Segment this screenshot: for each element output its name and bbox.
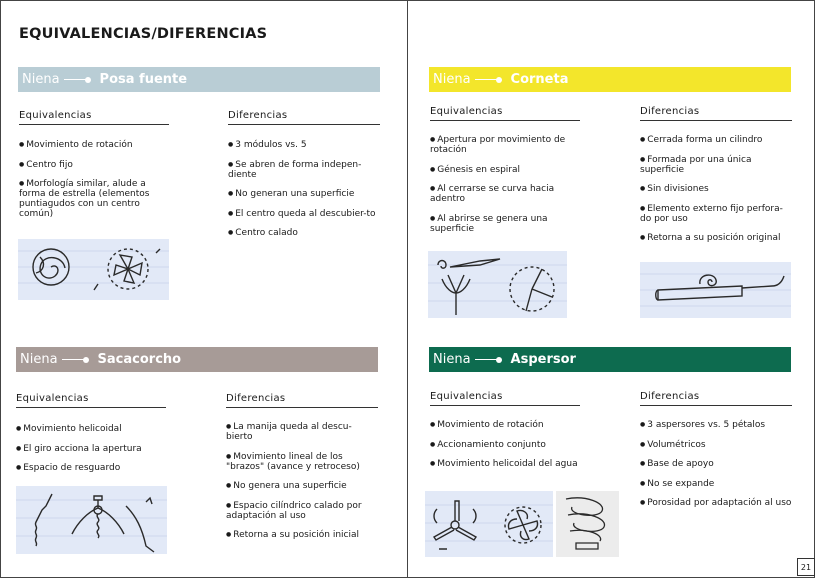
connector-line	[475, 359, 499, 360]
page-divider	[407, 0, 408, 578]
list-item: ● Movimiento de rotación	[430, 420, 580, 430]
list-item: ● Centro fijo	[19, 160, 169, 170]
section-label: Niena	[22, 72, 60, 87]
list-item: ● Espacio de resguardo	[16, 463, 166, 473]
list-item: ● Formada por una única superficie	[640, 155, 790, 175]
list-item: ● No se expande	[640, 479, 792, 489]
section-bar-posa-fuente	[18, 67, 380, 92]
diff-heading: Diferencias	[640, 106, 792, 121]
list-item: ● Base de apoyo	[640, 459, 792, 469]
sketch-corneta-right	[640, 262, 791, 318]
section-label: Niena	[433, 72, 471, 87]
list-item: ● El giro acciona la apertura	[16, 444, 166, 454]
equiv-heading: Equivalencias	[16, 393, 166, 408]
list-item: ● 3 módulos vs. 5	[228, 140, 378, 150]
list-item: ● Retorna a su posición inicial	[226, 530, 378, 540]
section-bar-corneta	[429, 67, 791, 92]
diff-heading: Diferencias	[640, 391, 792, 406]
section-name: Corneta	[510, 72, 569, 87]
diff-list	[228, 140, 378, 248]
list-item: ● Movimiento helicoidal	[16, 424, 166, 434]
equiv-heading: Equivalencias	[430, 106, 580, 121]
list-item: ● Movimiento helicoidal del agua	[430, 459, 580, 469]
section-name: Aspersor	[510, 352, 576, 367]
equiv-heading: Equivalencias	[19, 110, 169, 125]
equiv-heading: Equivalencias	[430, 391, 580, 406]
section-name: Sacacorcho	[97, 352, 182, 367]
list-item: ● Génesis en espiral	[430, 165, 580, 175]
list-item: ● Cerrada forma un cilindro	[640, 135, 790, 145]
list-item: ● Volumétricos	[640, 440, 792, 450]
diff-heading: Diferencias	[226, 393, 378, 408]
list-item: ● El centro queda al descubier-to	[228, 209, 378, 219]
list-item: ● La manija queda al descu-bierto	[226, 422, 378, 442]
list-item: ● Al abrirse se genera una superficie	[430, 214, 580, 234]
diff-heading: Diferencias	[228, 110, 380, 125]
sketch-aspersor-right	[556, 491, 619, 557]
list-item: ● Centro calado	[228, 228, 378, 238]
sketch-aspersor-left	[425, 491, 553, 557]
list-item: ● Retorna a su posición original	[640, 233, 790, 243]
list-item: ● No generan una superficie	[228, 189, 378, 199]
list-item: ● No genera una superficie	[226, 481, 378, 491]
list-item: ● Al cerrarse se curva hacia adentro	[430, 184, 580, 204]
list-item: ● Se abren de forma indepen-diente	[228, 160, 378, 180]
section-label: Niena	[433, 352, 471, 367]
equiv-list	[430, 420, 580, 479]
list-item: ● 3 aspersores vs. 5 pétalos	[640, 420, 792, 430]
list-item: ● Accionamiento conjunto	[430, 440, 580, 450]
list-item: ● Porosidad por adaptación al uso	[640, 498, 792, 508]
sketch-posa-fuente	[18, 239, 169, 300]
connector-line	[475, 79, 499, 80]
connector-line	[62, 359, 86, 360]
list-item: ● Elemento externo fijo perfora-do por uso	[640, 204, 790, 224]
list-item: ● Morfología similar, alude a forma de estrella (elementos puntiagudos con un centro común)	[19, 179, 169, 219]
list-item: ● Espacio cilíndrico calado por adaptación al uso	[226, 501, 378, 521]
page-title: EQUIVALENCIAS/DIFERENCIAS	[19, 26, 268, 42]
section-bar-aspersor	[429, 347, 791, 372]
section-bar-sacacorcho	[16, 347, 378, 372]
diff-list	[640, 420, 792, 518]
section-name: Posa fuente	[99, 72, 188, 87]
diff-list	[226, 422, 378, 550]
list-item: ● Movimiento de rotación	[19, 140, 169, 150]
section-label: Niena	[20, 352, 58, 367]
equiv-list	[19, 140, 169, 229]
equiv-list	[16, 424, 166, 483]
list-item: ● Movimiento lineal de los "brazos" (avance y retroceso)	[226, 452, 378, 472]
diff-list	[640, 135, 790, 253]
list-item: ● Apertura por movimiento de rotación	[430, 135, 580, 155]
page-number: 21	[797, 558, 815, 576]
sketch-sacacorcho	[16, 486, 167, 554]
sketch-corneta-left	[428, 251, 567, 318]
connector-line	[64, 79, 88, 80]
list-item: ● Sin divisiones	[640, 184, 790, 194]
equiv-list	[430, 135, 580, 243]
